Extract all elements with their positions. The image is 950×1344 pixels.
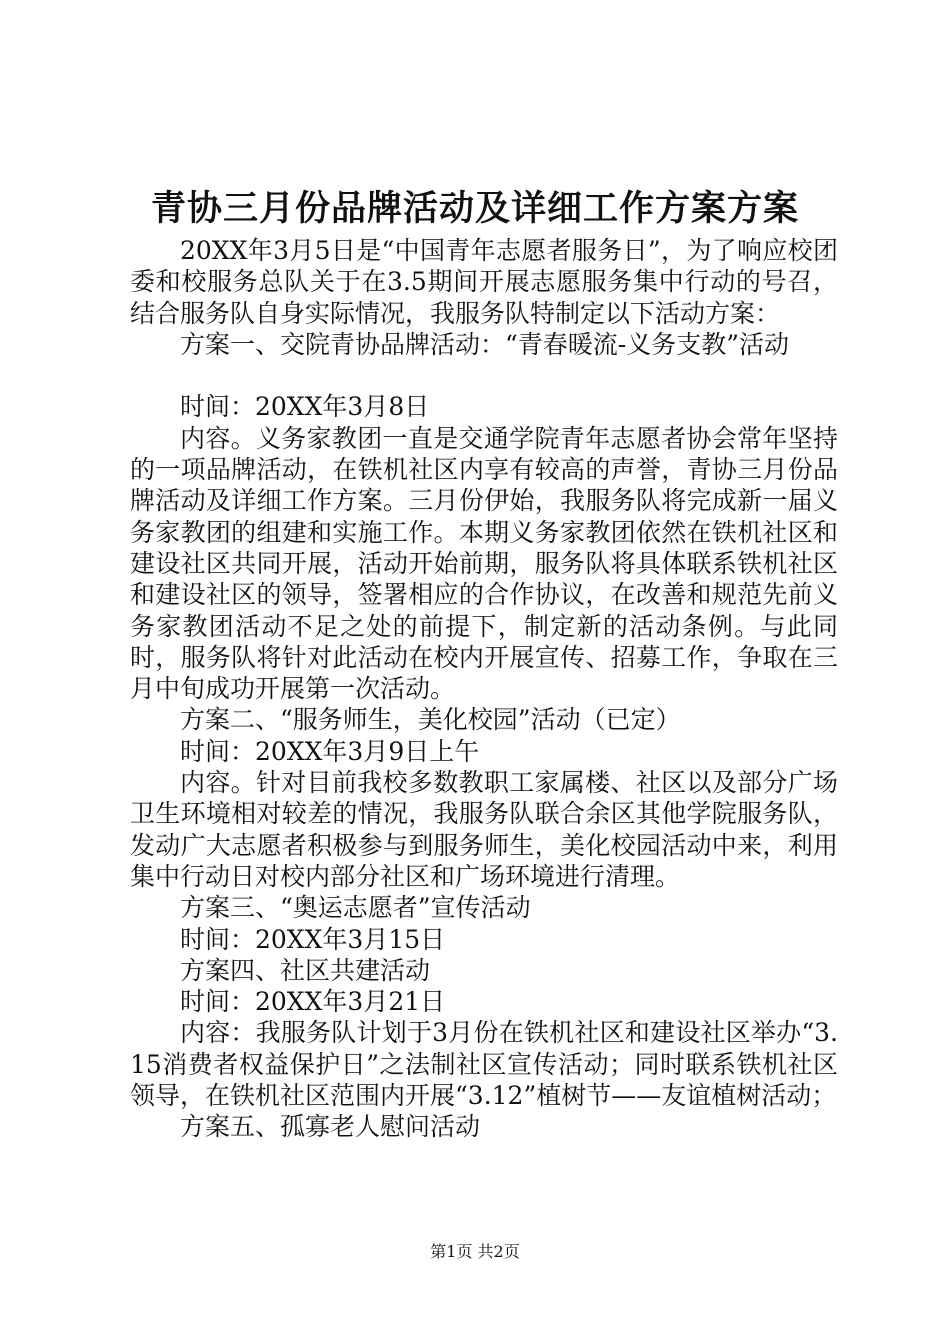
plan-two-heading: 方案二、“服务师生，美化校园”活动（已定） [180, 705, 681, 735]
plan-three-heading: 方案三、“奥运志愿者”宣传活动 [180, 893, 531, 923]
plan-three-time: 时间：20XX年3月15日 [180, 924, 446, 954]
plan-five-heading: 方案五、孤寡老人慰问活动 [180, 1112, 481, 1142]
plan-two-time: 时间：20XX年3月9日上午 [180, 736, 480, 766]
plan-four-content: 内容：我服务队计划于3月份在铁机社区和建设社区举办“3.15消费者权益保护日”之法制社区宣传活动；同时联系铁机社区领导，在铁机社区范围内开展“3.12”植树节——友谊植树活动； [130, 1018, 838, 1111]
plan-four-heading: 方案四、社区共建活动 [180, 955, 431, 985]
page-number-footer: 第1页 共2页 [430, 1242, 520, 1261]
intro-paragraph: 20XX年3月5日是“中国青年志愿者服务日”，为了响应校团委和校服务总队关于在3.5期间开展志愿服务集中行动的号召，结合服务队自身实际情况，我服务队特制定以下活动方案： [130, 236, 838, 328]
plan-one-time: 时间：20XX年3月8日 [180, 392, 430, 422]
plan-one-content: 内容。义务家教团一直是交通学院青年志愿者协会常年坚持的一项品牌活动，在铁机社区内享有较高的声誉，青协三月份品牌活动及详细工作方案。三月份伊始，我服务队将完成新一届义务家教团的组建和实施工作。本期义务家教团依然在铁机社区和建设社区共同开展，活动开始前期，服务队将具体联系铁机社区和建设社区的领导，签署相应的合作协议，在改善和规范先前义务家教团活动不足之处的前提下，制定新的活动条例。与此同时，服务队将针对此活动在校内开展宣传、招募工作，争取在三月中旬成功开展第一次活动。 [130, 423, 838, 704]
plan-one-heading: 方案一、交院青协品牌活动：“青春暖流-义务支教”活动 [180, 329, 790, 359]
document-body [130, 235, 838, 1143]
plan-two-content: 内容。针对目前我校多数教职工家属楼、社区以及部分广场卫生环境相对较差的情况，我服务队联合余区其他学院服务队，发动广大志愿者积极参与到服务师生，美化校园活动中来，利用集中行动日对校内部分社区和广场环境进行清理。 [130, 768, 838, 891]
document-title: 青协三月份品牌活动及详细工作方案方案 [150, 188, 799, 229]
plan-four-time: 时间：20XX年3月21日 [180, 987, 446, 1017]
